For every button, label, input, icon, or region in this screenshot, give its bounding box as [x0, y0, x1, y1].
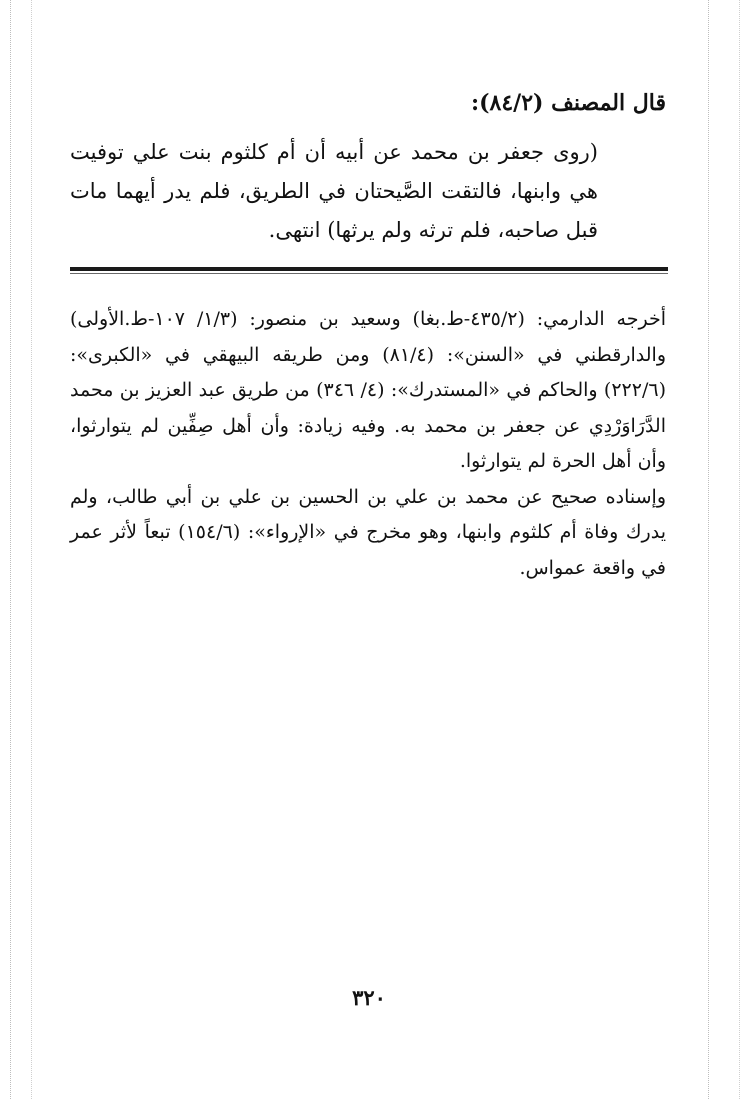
footnote-paragraph-1: أخرجه الدارمي: (٤٣٥/٢-ط.بغا) وسعيد بن منصور: (١/٣/ ١٠٧-ط.الأولى) والدارقطني في «السنن»: (٨١/٤) ومن طريقه البيهقي في «الكبرى»: (٢٢٢/٦) والحاكم في «المستدرك»: (٤/ ٣٤٦) من طريق عبد العزيز بن محمد الدَّرَاوَرْدِي عن جعفر بن محمد به. وفيه زيادة: وأن أهل صِفِّين لم يتوارثوا، وأن أهل الحرة لم يتوارثوا. [70, 308, 667, 472]
page-number: ٣٢٠ [352, 985, 386, 1010]
footnotes-block [70, 302, 666, 586]
section-heading: قال المصنف (٨٤/٢): [471, 90, 666, 116]
scan-margin-left [10, 0, 32, 1099]
footnote-separator-thick [70, 267, 668, 271]
main-quote-text: (روى جعفر بن محمد عن أبيه أن أم كلثوم بنت علي توفيت هي وابنها، فالتقت الصَّيحتان في الطريق، فلم يدر أيهما مات قبل صاحبه، فلم ترثه ولم يرثها) انتهى. [70, 140, 598, 242]
scan-margin-right [708, 0, 740, 1099]
footnote-separator-thin [70, 273, 668, 274]
footnote-paragraph-2: وإسناده صحيح عن محمد بن علي بن الحسين بن علي بن أبي طالب، ولم يدرك وفاة أم كلثوم وابنها، وهو مخرج في «الإرواء»: (١٥٤/٦) تبعاً لأثر عمر في واقعة عمواس. [70, 485, 666, 579]
